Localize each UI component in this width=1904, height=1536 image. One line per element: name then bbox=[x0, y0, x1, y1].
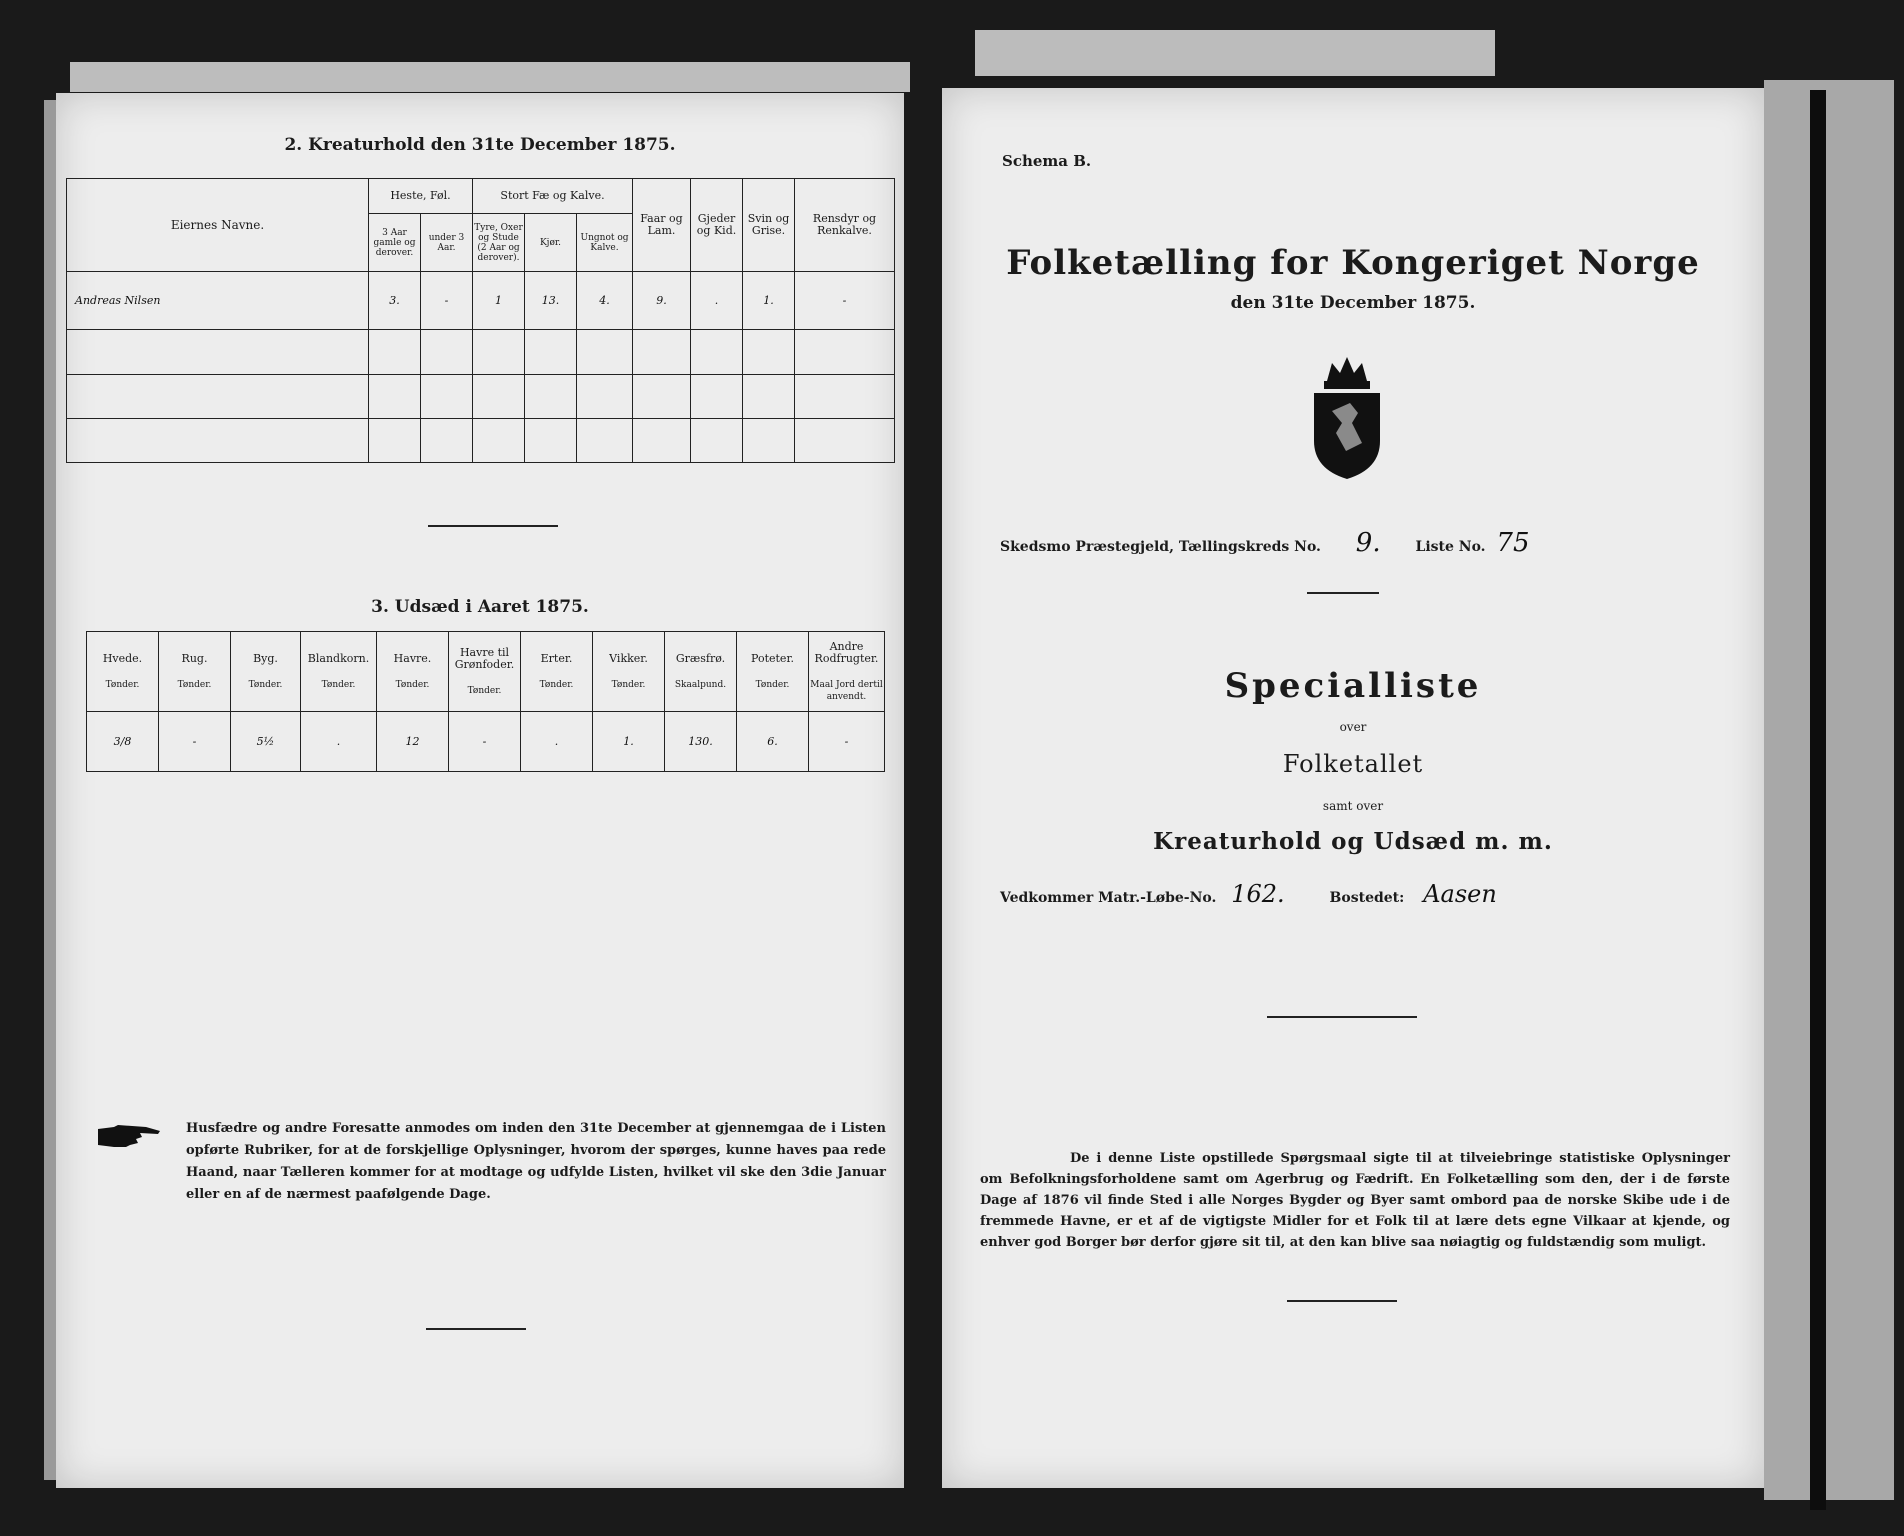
sowing-header-unit: Tønder. bbox=[395, 679, 430, 690]
sowing-value: 130. bbox=[665, 712, 737, 772]
sowing-header-unit: Tønder. bbox=[177, 679, 212, 690]
cell-horses-b: - bbox=[421, 272, 473, 330]
goats-header: Gjeder og Kid. bbox=[691, 179, 743, 272]
special-title: Specialliste bbox=[1224, 666, 1482, 706]
divider bbox=[426, 1328, 526, 1330]
sowing-header-unit: Maal Jord dertil anvendt. bbox=[810, 679, 883, 702]
sowing-header-name: Byg. bbox=[253, 651, 278, 665]
pointing-hand-icon bbox=[96, 1121, 164, 1151]
sowing-header-unit: Tønder. bbox=[467, 685, 502, 696]
sowing-header-name: Hvede. bbox=[102, 651, 143, 665]
sheep-header: Faar og Lam. bbox=[633, 179, 691, 272]
table-row bbox=[67, 272, 895, 330]
cattle-header: Stort Fæ og Kalve. bbox=[473, 179, 633, 214]
right-page-dark-band bbox=[1810, 90, 1826, 1510]
sowing-header-unit: Tønder. bbox=[755, 679, 790, 690]
cattle-a-header: Tyre, Oxer og Stude (2 Aar og derover). bbox=[473, 213, 525, 271]
sowing-value: . bbox=[301, 712, 377, 772]
folketallet-text: Folketallet bbox=[1282, 750, 1424, 778]
district-number: 9. bbox=[1355, 528, 1381, 558]
divider bbox=[1307, 592, 1379, 594]
sowing-value: 6. bbox=[737, 712, 809, 772]
divider bbox=[1287, 1300, 1397, 1302]
sowing-value: 1. bbox=[593, 712, 665, 772]
sowing-header-unit: Tønder. bbox=[105, 679, 140, 690]
sowing-header-unit: Tønder. bbox=[248, 679, 283, 690]
district-line bbox=[1000, 528, 1720, 558]
right-page bbox=[942, 88, 1764, 1488]
sowing-header-name: Poteter. bbox=[751, 651, 794, 665]
sowing-value: - bbox=[159, 712, 231, 772]
sowing-header bbox=[301, 632, 377, 712]
coat-of-arms-icon bbox=[1302, 351, 1392, 481]
sowing-header bbox=[449, 632, 521, 712]
sowing-header bbox=[665, 632, 737, 712]
cell-reindeer: - bbox=[795, 272, 895, 330]
cell-cattle-b: 13. bbox=[525, 272, 577, 330]
sowing-header bbox=[593, 632, 665, 712]
sowing-value: . bbox=[521, 712, 593, 772]
cell-horses-a: 3. bbox=[369, 272, 421, 330]
sowing-value: 5½ bbox=[231, 712, 301, 772]
reindeer-header: Rensdyr og Renkalve. bbox=[795, 179, 895, 272]
cell-cattle-c: 4. bbox=[577, 272, 633, 330]
left-page bbox=[56, 93, 904, 1488]
sowing-header bbox=[87, 632, 159, 712]
matr-number: 162. bbox=[1231, 880, 1285, 908]
list-label: Liste No. bbox=[1415, 539, 1486, 555]
sowing-header-name: Havre. bbox=[393, 651, 432, 665]
divider bbox=[428, 525, 558, 527]
right-page-edge-right bbox=[1764, 80, 1894, 1500]
sowing-value: 12 bbox=[377, 712, 449, 772]
owner-header: Eiernes Navne. bbox=[67, 179, 369, 272]
right-page-edge-top bbox=[975, 30, 1495, 76]
main-date: den 31te December 1875. bbox=[1230, 293, 1476, 313]
horses-b-header: under 3 Aar. bbox=[421, 213, 473, 271]
sowing-value: - bbox=[809, 712, 885, 772]
sowing-header-unit: Skaalpund. bbox=[674, 679, 727, 690]
sowing-header bbox=[377, 632, 449, 712]
sowing-header-name: Blandkorn. bbox=[307, 651, 370, 665]
section3-title: 3. Udsæd i Aaret 1875. bbox=[371, 597, 589, 617]
owner-name: Andreas Nilsen bbox=[67, 272, 369, 330]
sowing-value: - bbox=[449, 712, 521, 772]
sowing-header bbox=[521, 632, 593, 712]
sowing-header-unit: Tønder. bbox=[321, 679, 356, 690]
left-page-edge-top bbox=[70, 62, 910, 92]
cell-pigs: 1. bbox=[743, 272, 795, 330]
pigs-header: Svin og Grise. bbox=[743, 179, 795, 272]
divider bbox=[1267, 1016, 1417, 1018]
bosted-value: Aasen bbox=[1423, 880, 1497, 908]
schema-label: Schema B. bbox=[1002, 152, 1092, 170]
sowing-table bbox=[86, 631, 885, 772]
table-row bbox=[67, 374, 895, 418]
bosted-label: Bostedet: bbox=[1329, 890, 1405, 906]
matr-line bbox=[1000, 880, 1720, 908]
cell-cattle-a: 1 bbox=[473, 272, 525, 330]
cell-sheep: 9. bbox=[633, 272, 691, 330]
sowing-header-unit: Tønder. bbox=[539, 679, 574, 690]
matr-label: Vedkommer Matr.-Løbe-No. bbox=[1000, 890, 1217, 906]
cattle-b-header: Kjør. bbox=[525, 213, 577, 271]
over-text: over bbox=[1339, 720, 1367, 734]
district-label: Skedsmo Præstegjeld, Tællingskreds No. bbox=[1000, 539, 1321, 555]
sowing-header-name: Græsfrø. bbox=[675, 651, 726, 665]
kreaturhold-text: Kreaturhold og Udsæd m. m. bbox=[1153, 828, 1553, 855]
sowing-header-name: Vikker. bbox=[609, 651, 648, 665]
sowing-header bbox=[809, 632, 885, 712]
horses-a-header: 3 Aar gamle og derover. bbox=[369, 213, 421, 271]
table-row bbox=[67, 418, 895, 462]
cattle-c-header: Ungnot og Kalve. bbox=[577, 213, 633, 271]
table-row bbox=[67, 330, 895, 374]
livestock-table bbox=[66, 178, 895, 463]
main-title: Folketælling for Kongeriget Norge bbox=[1006, 243, 1700, 283]
sowing-header-name: Havre til Grønfoder. bbox=[454, 645, 515, 671]
sowing-header-name: Andre Rodfrugter. bbox=[814, 639, 879, 665]
cell-goats: . bbox=[691, 272, 743, 330]
sowing-header-unit: Tønder. bbox=[611, 679, 646, 690]
notice-text: Husfædre og andre Foresatte anmodes om inden den 31te December at gjennemgaa de i Listen opførte Rubriker, for at de forskjellige Oplysninger, hvorom der spørges, kunne haves paa rede Haand, naar Tælleren kommer for at modtage og udfylde Listen, hvilket vil ske den 3die Januar eller en af de nærmest paafølgende Dage. bbox=[186, 1121, 886, 1202]
list-number: 75 bbox=[1496, 528, 1530, 558]
section2-title: 2. Kreaturhold den 31te December 1875. bbox=[284, 135, 676, 155]
sowing-header bbox=[737, 632, 809, 712]
sowing-header bbox=[231, 632, 301, 712]
table-row bbox=[87, 712, 885, 772]
sowing-value: 3/8 bbox=[87, 712, 159, 772]
horses-header: Heste, Føl. bbox=[369, 179, 473, 214]
info-paragraph: De i denne Liste opstillede Spørgsmaal sigte til at tilveiebringe statistiske Oplysninger om Befolkningsforholdene samt om Agerbrug og Fædrift. En Folketælling som den, der i de første Dage af 1876 vil finde Sted i alle Norges Bygder og Byer samt ombord paa de norske Skibe ude i de fremmede Havne, er et af de vigtigste Midler for et Folk til at lære dets egne Vilkaar at kjende, og enhver god Borger bør derfor gjøre sit til, at den kan blive saa nøiagtig og fuldstændig som muligt. bbox=[980, 1151, 1730, 1250]
sowing-header bbox=[159, 632, 231, 712]
sowing-header-name: Erter. bbox=[540, 651, 573, 665]
samt-over-text: samt over bbox=[1322, 799, 1384, 813]
sowing-header-name: Rug. bbox=[181, 651, 208, 665]
